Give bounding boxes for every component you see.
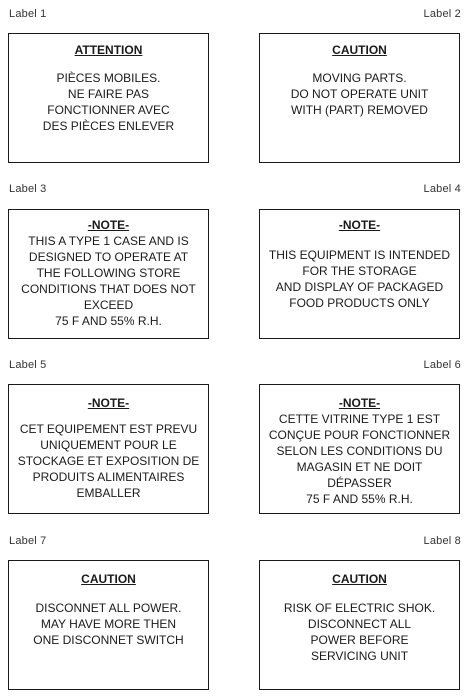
- label-1-number: Label 1: [9, 8, 47, 20]
- label-1-line-2: NE FAIRE PAS: [67, 87, 150, 101]
- label-1-heading: ATTENTION: [74, 43, 143, 57]
- label-3-line-6: 75 F AND 55% R.H.: [55, 314, 162, 328]
- label-5-heading: -NOTE-: [87, 396, 130, 410]
- label-3-line-3: THE FOLLOWING STORE: [36, 266, 181, 280]
- label-8-line-4: SERVICING UNIT: [310, 649, 409, 663]
- label-6-line-6: 75 F AND 55% R.H.: [306, 492, 413, 506]
- label-2-line-3: WITH (PART) REMOVED: [291, 103, 428, 117]
- label-7-line-1: DISCONNET ALL POWER.: [35, 601, 182, 615]
- label-2-card: [259, 33, 460, 163]
- label-3-line-1: THIS A TYPE 1 CASE AND IS: [28, 234, 189, 248]
- label-1-card: [8, 33, 209, 163]
- label-3-line-4: CONDITIONS THAT DOES NOT: [21, 282, 196, 296]
- label-6-card: [259, 384, 460, 514]
- label-5-line-3: STOCKAGE ET EXPOSITION DE: [17, 454, 200, 468]
- label-2-heading: CAUTION: [332, 43, 387, 57]
- label-4-number: Label 4: [423, 183, 461, 195]
- label-5-line-5: EMBALLER: [76, 486, 141, 500]
- label-4-heading: -NOTE-: [338, 218, 381, 232]
- label-8-heading: CAUTION: [332, 572, 387, 586]
- label-2-line-1: MOVING PARTS.: [312, 71, 407, 85]
- label-5-line-1: CET EQUIPEMENT EST PREVU: [19, 422, 198, 436]
- label-8-line-3: POWER BEFORE: [310, 633, 409, 647]
- label-8-card: [259, 560, 460, 690]
- label-2-line-2: DO NOT OPERATE UNIT: [290, 87, 429, 101]
- label-6-line-2: CONÇUE POUR FONCTIONNER: [268, 428, 451, 442]
- label-4-card: [259, 209, 460, 339]
- label-5-card: [8, 384, 209, 514]
- label-7-card: [8, 560, 209, 690]
- label-1-line-3: FONCTIONNER AVEC: [47, 103, 170, 117]
- label-3-heading: -NOTE-: [87, 218, 130, 232]
- label-3-card: [8, 209, 209, 339]
- label-7-number: Label 7: [9, 535, 47, 547]
- label-8-line-1: RISK OF ELECTRIC SHOK.: [283, 601, 436, 615]
- label-4-line-1: THIS EQUIPMENT IS INTENDED: [268, 248, 451, 262]
- label-7-heading: CAUTION: [81, 572, 136, 586]
- label-7-line-3: ONE DISCONNET SWITCH: [33, 633, 184, 647]
- label-7-line-2: MAY HAVE MORE THEN: [40, 617, 177, 631]
- label-3-line-5: EXCEED: [83, 298, 134, 312]
- label-6-line-1: CETTE VITRINE TYPE 1 EST: [278, 412, 441, 426]
- label-6-line-5: DÉPASSER: [327, 476, 392, 490]
- label-5-line-2: UNIQUEMENT POUR LE: [40, 438, 177, 452]
- label-4-line-4: FOOD PRODUCTS ONLY: [289, 296, 430, 310]
- label-8-number: Label 8: [423, 535, 461, 547]
- label-8-line-2: DISCONNECT ALL: [307, 617, 412, 631]
- label-4-line-2: FOR THE STORAGE: [302, 264, 417, 278]
- label-3-number: Label 3: [9, 183, 47, 195]
- label-2-number: Label 2: [423, 8, 461, 20]
- label-4-line-3: AND DISPLAY OF PACKAGED: [275, 280, 444, 294]
- label-5-number: Label 5: [9, 359, 47, 371]
- label-1-line-4: DES PIÈCES ENLEVER: [42, 119, 175, 133]
- label-6-line-4: MAGASIN ET NE DOIT: [296, 460, 423, 474]
- label-6-heading: -NOTE-: [338, 396, 381, 410]
- label-6-number: Label 6: [423, 359, 461, 371]
- label-5-line-4: PRODUITS ALIMENTAIRES: [32, 470, 185, 484]
- label-6-line-3: SELON LES CONDITIONS DU: [276, 444, 443, 458]
- label-3-line-2: DESIGNED TO OPERATE AT: [28, 250, 189, 264]
- label-1-line-1: PIÈCES MOBILES.: [56, 71, 161, 85]
